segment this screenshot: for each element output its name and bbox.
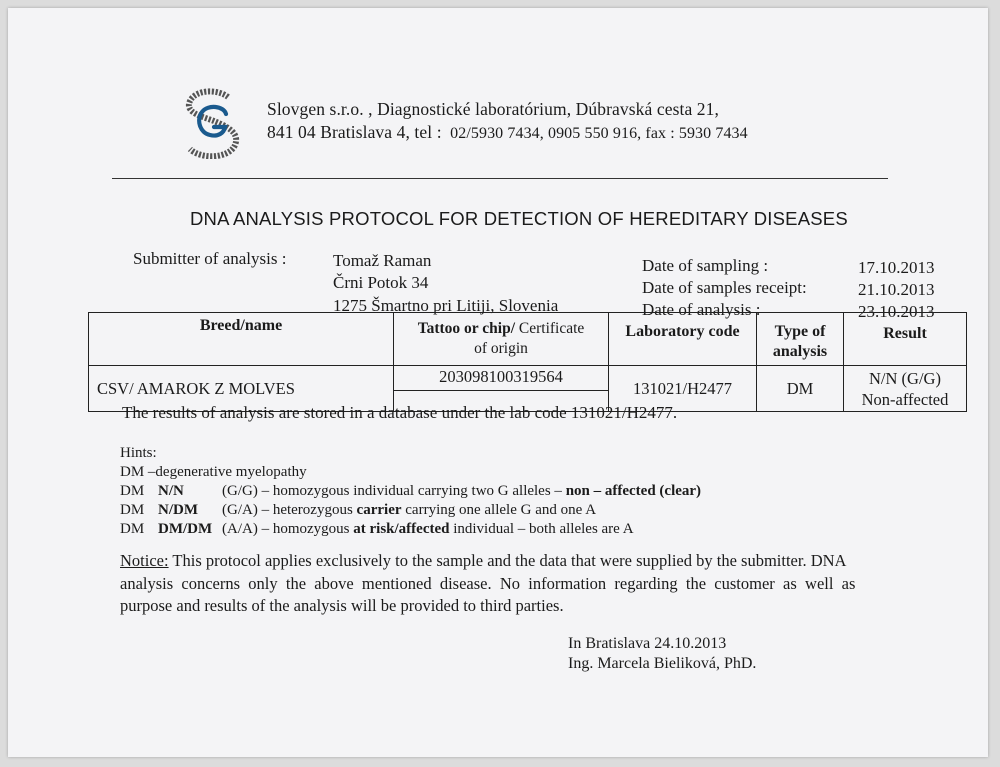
col-header-type-line1: Type of bbox=[774, 323, 826, 340]
date-receipt-label: Date of samples receipt: bbox=[642, 278, 807, 297]
slovgen-logo-icon bbox=[182, 87, 244, 159]
table-header-row bbox=[89, 313, 967, 366]
hint-line bbox=[120, 521, 634, 538]
col-header-tattoo bbox=[394, 313, 609, 366]
hint-prefix: DM bbox=[120, 521, 145, 537]
hint-code: N/N bbox=[158, 483, 184, 499]
company-line-1: Slovgen s.r.o. , Diagnostické laboratórium, Dúbravská cesta 21, bbox=[267, 99, 719, 119]
hint-tail: individual – both alleles are A bbox=[453, 521, 634, 537]
notice-line-2: analysis concerns only the above mentioned disease. No information regarding the customer as well as bbox=[120, 574, 856, 593]
notice-text-1: This protocol applies exclusively to the sample and the data that were supplied by the submitter. DNA bbox=[168, 551, 847, 570]
date-analysis-value: 23.10.2013 bbox=[858, 302, 935, 321]
date-sampling-value: 17.10.2013 bbox=[858, 258, 935, 277]
notice-line-3: purpose and results of the analysis will be provided to third parties. bbox=[120, 596, 564, 615]
signature-signer: Ing. Marcela Bieliková, PhD. bbox=[568, 655, 757, 672]
cell-result-line1: N/N (G/G) bbox=[869, 368, 941, 388]
col-header-tattoo-rest: Certificate bbox=[515, 320, 585, 337]
results-table bbox=[88, 312, 967, 412]
hint-genotype: (G/G) – homozygous individual carrying two G alleles – bbox=[222, 483, 562, 499]
col-header-tattoo-bold: Tattoo or chip/ bbox=[417, 320, 516, 337]
col-header-tattoo-line2: of origin bbox=[474, 340, 528, 357]
col-header-type bbox=[757, 313, 844, 366]
date-sampling-label: Date of sampling : bbox=[642, 256, 769, 275]
col-header-breed: Breed/name bbox=[89, 313, 394, 366]
submitter-name: Tomaž Raman bbox=[333, 251, 432, 270]
cell-chip: 203098100319564 bbox=[394, 366, 608, 391]
hint-emphasis: at risk/affected bbox=[353, 521, 450, 537]
date-receipt-value: 21.10.2013 bbox=[858, 280, 935, 299]
cell-breed: CSV/ AMAROK Z MOLVES bbox=[89, 366, 394, 412]
hint-code: N/DM bbox=[158, 502, 198, 518]
col-header-type-line2: analysis bbox=[772, 343, 828, 360]
hint-code: DM/DM bbox=[158, 521, 213, 537]
submitter-label: Submitter of analysis : bbox=[133, 249, 287, 268]
hints-title: Hints: bbox=[120, 445, 157, 461]
company-address: 841 04 Bratislava 4, tel : bbox=[267, 122, 442, 142]
date-analysis-label: Date of analysis : bbox=[642, 300, 761, 319]
company-line-2 bbox=[267, 122, 748, 143]
notice-line-1 bbox=[120, 551, 846, 571]
cell-lab-code: 131021/H2477 bbox=[609, 366, 757, 412]
hint-genotype: (G/A) – heterozygous bbox=[222, 502, 353, 518]
signature-place-date: In Bratislava 24.10.2013 bbox=[568, 635, 727, 652]
hint-tail: carrying one allele G and one A bbox=[405, 502, 597, 518]
storage-note: The results of analysis are stored in a database under the lab code 131021/H2477. bbox=[122, 403, 678, 422]
document-title: DNA ANALYSIS PROTOCOL FOR DETECTION OF HEREDITARY DISEASES bbox=[190, 208, 848, 229]
cell-result-line2: Non-affected bbox=[861, 389, 949, 409]
col-header-result: Result bbox=[844, 313, 967, 366]
hint-line bbox=[120, 502, 596, 519]
hint-emphasis: non – affected (clear) bbox=[565, 483, 702, 499]
hint-emphasis: carrier bbox=[356, 502, 402, 518]
submitter-city: 1275 Šmartno pri Litiji, Slovenia bbox=[333, 296, 559, 315]
hint-genotype: (A/A) – homozygous bbox=[222, 521, 350, 537]
header-divider bbox=[112, 178, 888, 179]
submitter-street: Črni Potok 34 bbox=[333, 273, 429, 292]
hint-line bbox=[120, 483, 701, 500]
company-phone-fax: 02/5930 7434, 0905 550 916, fax : 5930 7434 bbox=[450, 125, 748, 142]
hint-prefix: DM bbox=[120, 502, 145, 518]
hints-dm-definition: DM –degenerative myelopathy bbox=[120, 464, 307, 480]
notice-label: Notice: bbox=[120, 551, 169, 570]
cell-result bbox=[844, 366, 967, 412]
hint-prefix: DM bbox=[120, 483, 145, 499]
col-header-lab-code: Laboratory code bbox=[609, 313, 757, 366]
cell-type: DM bbox=[757, 366, 844, 412]
